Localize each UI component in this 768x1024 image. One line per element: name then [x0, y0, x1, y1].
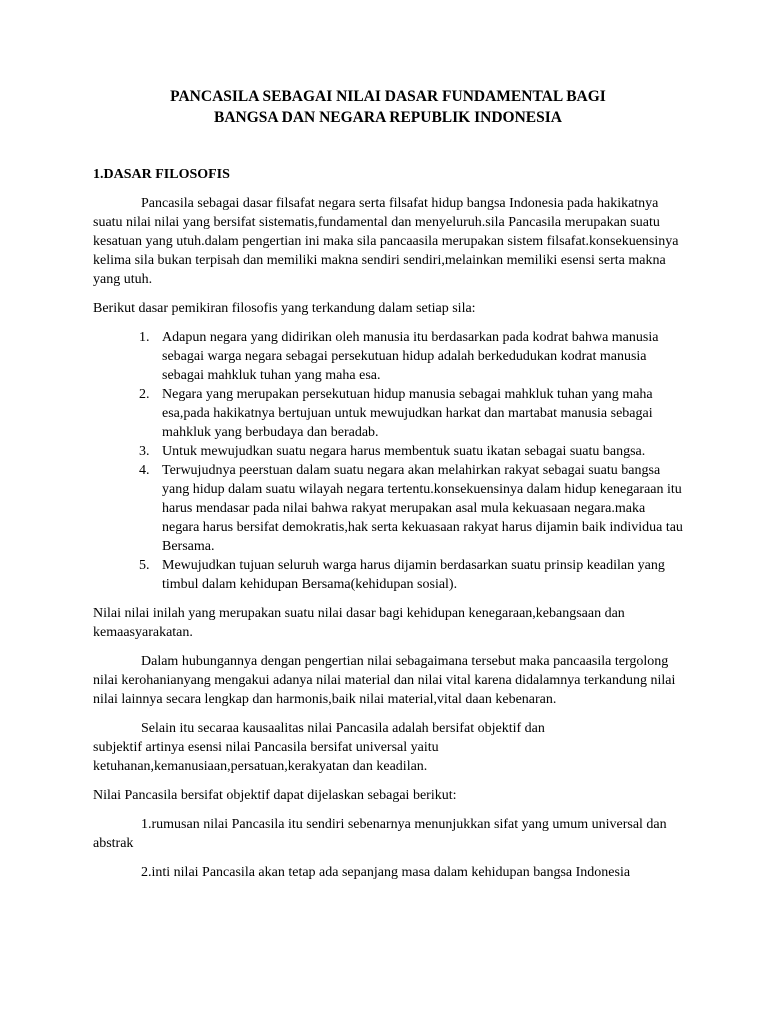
paragraph-4: Dalam hubungannya dengan pengertian nilai sebagaimana tersebut maka pancaasila tergolong nilai kerohanianyang mengakui adanya nilai material dan nilai vital karena didalamnya terkandung nilai nilai lainnya secara lengkap dan harmonis,baik nilai material,vital daan kebenaran. — [93, 654, 676, 707]
paragraph-6: Nilai Pancasila bersifat objektif dapat dijelaskan sebagai berikut: — [93, 788, 457, 803]
list-item — [93, 556, 683, 594]
list-item-text: Mewujudkan tujuan seluruh warga harus dijamin berdasarkan suatu prinsip keadilan yang timbul dalam kehidupan Bersama(kehidupan sosial). — [162, 558, 665, 592]
section-heading: 1.DASAR FILOSOFIS — [93, 167, 230, 182]
list-item-number: 1. — [139, 330, 150, 345]
list-item — [93, 385, 683, 442]
paragraph-5 — [93, 719, 683, 776]
list-item-number: 4. — [139, 463, 150, 478]
paragraph-3: Nilai nilai inilah yang merupakan suatu nilai dasar bagi kehidupan kenegaraan,kebangsaan dan kemaasyarakatan. — [93, 606, 625, 640]
numbered-list — [93, 328, 683, 594]
list-item — [93, 442, 683, 461]
list-item-text: Negara yang merupakan persekutuan hidup manusia sebagai mahkluk tuhan yang maha esa,pada hakikatnya bertujuan untuk mewujudkan harkat dan martabat manusia sebagai mahkluk yang berbudaya dan beradab. — [162, 387, 653, 440]
list-item-number: 3. — [139, 444, 150, 459]
list-item-text: Terwujudnya peerstuan dalam suatu negara akan melahirkan rakyat sebagai suatu bangsa yang hidup dalam suatu wilayah negara tertentu.konsekuensinya dalam hidup kenegaraan itu harus mendasar pada nilai bahwa rakyat merupakan asal mula kekuasaan negara.maka negara harus bersifat demokratis,hak serta kekuasaan rakyat harus dijamin baik individua tau Bersama. — [162, 463, 683, 554]
list-item — [93, 328, 683, 385]
paragraph-2: Berikut dasar pemikiran filosofis yang terkandung dalam setiap sila: — [93, 301, 476, 316]
paragraph-1: Pancasila sebagai dasar filsafat negara serta filsafat hidup bangsa Indonesia pada hakikatnya suatu nilai nilai yang bersifat sistematis,fundamental dan menyeluruh.sila Pancasila merupakan suatu kesatuan yang utuh.dalam pengertian ini maka sila pancaasila merupakan sistem filsafat.konsekuensinya kelima sila bukan terpisah dan memiliki makna sendiri sendiri,melainkan memiliki esensi serta makna yang utuh. — [93, 196, 679, 287]
title-line-2: BANGSA DAN NEGARA REPUBLIK INDONESIA — [214, 109, 562, 126]
paragraph-5-line-2: subjektif artinya esensi nilai Pancasila bersifat universal yaitu — [93, 740, 439, 755]
paragraph-5-line-1: Selain itu secaraa kausaalitas nilai Pancasila adalah bersifat objektif dan — [141, 721, 545, 736]
list-item — [93, 461, 683, 556]
title-line-1: PANCASILA SEBAGAI NILAI DASAR FUNDAMENTAL BAGI — [170, 88, 606, 105]
paragraph-8: 2.inti nilai Pancasila akan tetap ada sepanjang masa dalam kehidupan bangsa Indonesia — [141, 865, 631, 880]
list-item-number: 5. — [139, 558, 150, 573]
paragraph-5-line-3: ketuhanan,kemanusiaan,persatuan,kerakyatan dan keadilan. — [93, 759, 428, 774]
paragraph-7: 1.rumusan nilai Pancasila itu sendiri sebenarnya menunjukkan sifat yang umum universal dan abstrak — [93, 817, 667, 851]
document-content — [93, 86, 683, 892]
list-item-number: 2. — [139, 387, 150, 402]
document-title — [93, 86, 683, 128]
list-item-text: Untuk mewujudkan suatu negara harus membentuk suatu ikatan sebagai suatu bangsa. — [162, 444, 646, 459]
list-item-text: Adapun negara yang didirikan oleh manusia itu berdasarkan pada kodrat bahwa manusia sebagai warga negara sebagai persekutuan hidup adalah berkedudukan kodrat manusia sebagai mahkluk tuhan yang maha esa. — [162, 330, 659, 383]
